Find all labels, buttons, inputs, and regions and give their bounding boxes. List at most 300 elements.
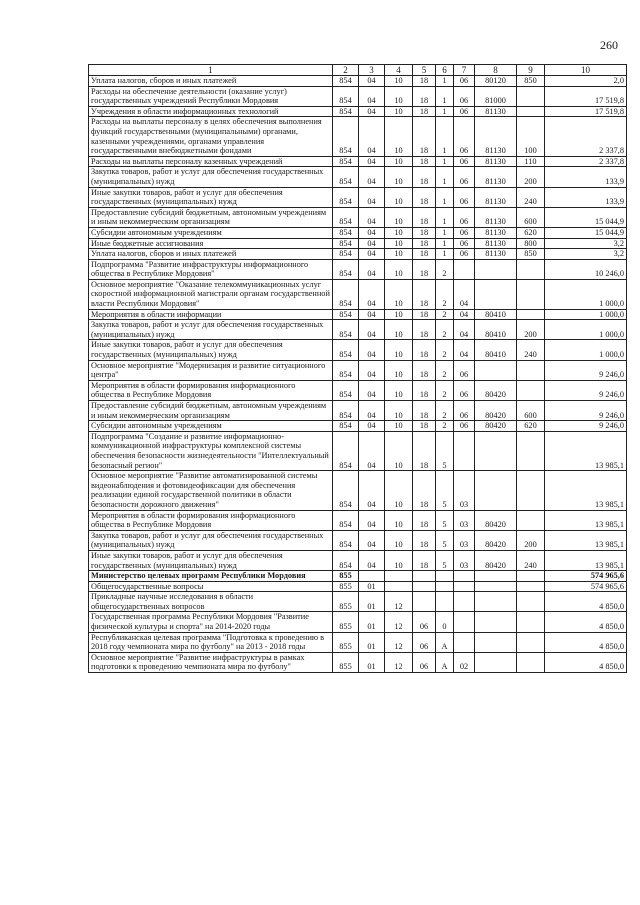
code-ministry: 854 <box>333 510 359 530</box>
code-program: 18 <box>413 340 436 360</box>
code-subsection: 10 <box>385 431 413 470</box>
table-row <box>89 530 627 550</box>
code-subprogram: 1 <box>436 227 454 238</box>
code-expense-type <box>517 632 545 652</box>
code-activity: 06 <box>454 187 475 207</box>
code-activity: 03 <box>454 510 475 530</box>
code-program: 06 <box>413 612 436 632</box>
code-activity: 06 <box>454 360 475 380</box>
code-ministry: 854 <box>333 340 359 360</box>
table-row <box>89 510 627 530</box>
code-ministry: 854 <box>333 401 359 421</box>
table-row <box>89 571 627 582</box>
code-expense-type <box>517 380 545 400</box>
code-expense-type: 110 <box>517 156 545 167</box>
code-ministry: 854 <box>333 530 359 550</box>
row-name: Предоставление субсидий бюджетным, автономным учреждениям и иным некоммерческим организациям <box>89 207 333 227</box>
code-direction <box>475 592 517 612</box>
code-ministry: 855 <box>333 592 359 612</box>
row-name: Иные закупки товаров, работ и услуг для обеспечения государственных (муниципальных) нужд <box>89 340 333 360</box>
code-section: 04 <box>359 238 385 249</box>
code-section <box>359 571 385 582</box>
table-row <box>89 238 627 249</box>
code-direction <box>475 431 517 470</box>
table-row <box>89 581 627 592</box>
table-row <box>89 249 627 260</box>
code-direction: 81130 <box>475 156 517 167</box>
table-body <box>89 76 627 673</box>
code-program <box>413 581 436 592</box>
amount: 13 985,1 <box>545 510 627 530</box>
code-subprogram: 5 <box>436 510 454 530</box>
code-activity: 04 <box>454 279 475 309</box>
code-section: 04 <box>359 156 385 167</box>
code-direction <box>475 279 517 309</box>
code-activity: 06 <box>454 227 475 238</box>
code-subsection: 10 <box>385 380 413 400</box>
code-expense-type: 240 <box>517 550 545 570</box>
code-activity: 06 <box>454 401 475 421</box>
code-subsection: 10 <box>385 279 413 309</box>
code-subsection: 12 <box>385 632 413 652</box>
code-ministry: 854 <box>333 187 359 207</box>
row-name: Субсидии автономным учреждениям <box>89 421 333 432</box>
code-program: 18 <box>413 360 436 380</box>
code-section: 04 <box>359 320 385 340</box>
code-activity: 06 <box>454 117 475 156</box>
table-row <box>89 421 627 432</box>
amount: 13 985,1 <box>545 431 627 470</box>
table-row <box>89 106 627 117</box>
code-expense-type: 620 <box>517 227 545 238</box>
code-activity: 04 <box>454 340 475 360</box>
code-expense-type: 850 <box>517 249 545 260</box>
code-section: 04 <box>359 431 385 470</box>
code-ministry: 855 <box>333 652 359 672</box>
code-ministry: 854 <box>333 238 359 249</box>
code-expense-type: 200 <box>517 530 545 550</box>
row-name: Иные закупки товаров, работ и услуг для обеспечения государственных (муниципальных) нужд <box>89 187 333 207</box>
amount: 2 337,8 <box>545 156 627 167</box>
table-row <box>89 86 627 106</box>
table-row <box>89 187 627 207</box>
row-name: Уплата налогов, сборов и иных платежей <box>89 76 333 87</box>
code-subsection: 10 <box>385 238 413 249</box>
code-section: 04 <box>359 279 385 309</box>
code-expense-type: 240 <box>517 187 545 207</box>
code-ministry: 855 <box>333 612 359 632</box>
table-row <box>89 401 627 421</box>
code-direction: 80410 <box>475 309 517 320</box>
code-subsection: 10 <box>385 259 413 279</box>
row-name: Мероприятия в области формирования информационного общества в Республике Мордовия <box>89 510 333 530</box>
row-name: Мероприятия в области формирования информационного общества в Республике Мордовия <box>89 380 333 400</box>
amount: 133,9 <box>545 167 627 187</box>
code-subprogram: 2 <box>436 309 454 320</box>
code-activity: 03 <box>454 530 475 550</box>
code-subprogram: 2 <box>436 360 454 380</box>
code-subsection: 10 <box>385 309 413 320</box>
code-direction: 80420 <box>475 550 517 570</box>
code-ministry: 854 <box>333 207 359 227</box>
table-row <box>89 167 627 187</box>
code-section: 04 <box>359 309 385 320</box>
code-subsection: 10 <box>385 227 413 238</box>
code-expense-type: 620 <box>517 421 545 432</box>
amount: 17 519,8 <box>545 106 627 117</box>
code-subsection: 10 <box>385 86 413 106</box>
code-section: 04 <box>359 421 385 432</box>
code-program: 18 <box>413 238 436 249</box>
row-name: Основное мероприятие "Развитие инфраструктуры в рамках подготовки к проведению чемпионата мира по футболу" <box>89 652 333 672</box>
code-direction <box>475 360 517 380</box>
code-expense-type <box>517 471 545 510</box>
code-direction: 80420 <box>475 510 517 530</box>
code-expense-type <box>517 86 545 106</box>
code-subsection: 10 <box>385 340 413 360</box>
header-row <box>89 65 627 76</box>
code-subsection: 10 <box>385 156 413 167</box>
code-subprogram: 2 <box>436 320 454 340</box>
code-ministry: 854 <box>333 550 359 570</box>
code-direction: 81000 <box>475 86 517 106</box>
row-name: Субсидии автономным учреждениям <box>89 227 333 238</box>
row-name: Закупка товаров, работ и услуг для обеспечения государственных (муниципальных) нужд <box>89 167 333 187</box>
code-subprogram: 5 <box>436 471 454 510</box>
code-ministry: 854 <box>333 431 359 470</box>
code-section: 04 <box>359 76 385 87</box>
code-expense-type <box>517 259 545 279</box>
code-activity: 06 <box>454 76 475 87</box>
code-section: 04 <box>359 227 385 238</box>
code-expense-type <box>517 106 545 117</box>
column-header: 7 <box>454 65 475 76</box>
code-program: 18 <box>413 380 436 400</box>
budget-table <box>88 64 627 673</box>
code-activity: 06 <box>454 156 475 167</box>
code-ministry: 854 <box>333 471 359 510</box>
code-activity <box>454 259 475 279</box>
code-expense-type <box>517 360 545 380</box>
table-row <box>89 380 627 400</box>
code-activity: 06 <box>454 380 475 400</box>
amount: 10 246,0 <box>545 259 627 279</box>
code-direction: 81130 <box>475 187 517 207</box>
code-section: 01 <box>359 581 385 592</box>
code-subprogram: 0 <box>436 612 454 632</box>
code-section: 04 <box>359 380 385 400</box>
code-direction: 81130 <box>475 249 517 260</box>
code-section: 04 <box>359 117 385 156</box>
code-ministry: 854 <box>333 309 359 320</box>
amount: 1 000,0 <box>545 279 627 309</box>
code-program: 06 <box>413 632 436 652</box>
code-ministry: 855 <box>333 571 359 582</box>
amount: 9 246,0 <box>545 380 627 400</box>
code-expense-type <box>517 571 545 582</box>
code-program: 18 <box>413 510 436 530</box>
code-activity: 06 <box>454 421 475 432</box>
code-program: 18 <box>413 550 436 570</box>
row-name: Предоставление субсидий бюджетным, автономным учреждениям и иным некоммерческим организациям <box>89 401 333 421</box>
code-section: 01 <box>359 632 385 652</box>
code-activity: 04 <box>454 309 475 320</box>
code-subprogram: 2 <box>436 421 454 432</box>
amount: 133,9 <box>545 187 627 207</box>
table-row <box>89 227 627 238</box>
code-program: 18 <box>413 259 436 279</box>
code-subsection: 12 <box>385 652 413 672</box>
code-subprogram: 5 <box>436 550 454 570</box>
code-ministry: 854 <box>333 167 359 187</box>
code-program <box>413 571 436 582</box>
code-program: 18 <box>413 279 436 309</box>
code-activity <box>454 571 475 582</box>
code-subsection: 10 <box>385 117 413 156</box>
table-row <box>89 320 627 340</box>
row-name: Учреждения в области информационных технологий <box>89 106 333 117</box>
code-program: 18 <box>413 401 436 421</box>
code-direction: 81130 <box>475 167 517 187</box>
code-ministry: 854 <box>333 106 359 117</box>
code-section: 04 <box>359 550 385 570</box>
code-ministry: 854 <box>333 360 359 380</box>
code-program: 18 <box>413 309 436 320</box>
code-direction: 80420 <box>475 530 517 550</box>
row-name: Министерство целевых программ Республики Мордовия <box>89 571 333 582</box>
code-expense-type: 600 <box>517 401 545 421</box>
column-header: 9 <box>517 65 545 76</box>
table-row <box>89 207 627 227</box>
code-program: 18 <box>413 106 436 117</box>
code-direction: 80420 <box>475 401 517 421</box>
amount: 15 044,9 <box>545 207 627 227</box>
row-name: Закупка товаров, работ и услуг для обеспечения государственных (муниципальных) нужд <box>89 530 333 550</box>
code-subsection <box>385 581 413 592</box>
code-section: 04 <box>359 471 385 510</box>
table-row <box>89 259 627 279</box>
code-direction: 81130 <box>475 106 517 117</box>
code-ministry: 854 <box>333 156 359 167</box>
code-expense-type <box>517 652 545 672</box>
code-program: 18 <box>413 471 436 510</box>
code-expense-type <box>517 592 545 612</box>
code-subsection: 10 <box>385 550 413 570</box>
code-subprogram: 1 <box>436 86 454 106</box>
amount: 9 246,0 <box>545 421 627 432</box>
table-row <box>89 360 627 380</box>
amount: 3,2 <box>545 249 627 260</box>
table-row <box>89 550 627 570</box>
code-activity <box>454 592 475 612</box>
code-expense-type: 600 <box>517 207 545 227</box>
code-subsection: 10 <box>385 510 413 530</box>
code-subprogram: А <box>436 652 454 672</box>
code-subprogram: 1 <box>436 207 454 227</box>
column-header: 6 <box>436 65 454 76</box>
amount: 2,0 <box>545 76 627 87</box>
amount: 9 246,0 <box>545 360 627 380</box>
row-name: Основное мероприятие "Развитие автоматизированной системы видеонаблюдения и фотовидеофиксации для обеспечения реализации единой государственной политики в области безопасности дорожного движения" <box>89 471 333 510</box>
code-subsection: 10 <box>385 530 413 550</box>
code-expense-type: 200 <box>517 167 545 187</box>
code-subprogram <box>436 592 454 612</box>
code-section: 01 <box>359 652 385 672</box>
code-activity: 03 <box>454 550 475 570</box>
table-row <box>89 279 627 309</box>
table-row <box>89 309 627 320</box>
amount: 4 850,0 <box>545 612 627 632</box>
column-header: 5 <box>413 65 436 76</box>
code-activity <box>454 431 475 470</box>
code-expense-type <box>517 279 545 309</box>
code-ministry: 854 <box>333 227 359 238</box>
code-subprogram: 2 <box>436 279 454 309</box>
amount: 1 000,0 <box>545 340 627 360</box>
code-ministry: 855 <box>333 632 359 652</box>
row-name: Общегосударственные вопросы <box>89 581 333 592</box>
code-subprogram: 5 <box>436 431 454 470</box>
code-subsection <box>385 571 413 582</box>
row-name: Расходы на выплаты персоналу в целях обеспечения выполнения функций государственными (муниципальными) органами, казенными учреждениями, органами управления государственными внебюджетными фондами <box>89 117 333 156</box>
code-direction: 81130 <box>475 117 517 156</box>
code-subprogram: 2 <box>436 259 454 279</box>
column-header: 3 <box>359 65 385 76</box>
row-name: Прикладные научные исследования в области общегосударственных вопросов <box>89 592 333 612</box>
code-ministry: 854 <box>333 320 359 340</box>
row-name: Основное мероприятие "Оказание телекоммуникационных услуг скоростной информационной магистрали органам государственной власти Республики Мордовия" <box>89 279 333 309</box>
code-expense-type <box>517 612 545 632</box>
code-program: 18 <box>413 227 436 238</box>
code-direction: 80420 <box>475 421 517 432</box>
code-subprogram: 2 <box>436 340 454 360</box>
amount: 2 337,8 <box>545 117 627 156</box>
code-activity: 06 <box>454 207 475 227</box>
amount: 4 850,0 <box>545 632 627 652</box>
code-section: 04 <box>359 401 385 421</box>
code-program <box>413 592 436 612</box>
table-row <box>89 117 627 156</box>
code-subprogram: 1 <box>436 249 454 260</box>
code-activity: 06 <box>454 167 475 187</box>
code-subsection: 10 <box>385 401 413 421</box>
code-subprogram <box>436 581 454 592</box>
row-name: Уплата налогов, сборов и иных платежей <box>89 249 333 260</box>
code-section: 04 <box>359 360 385 380</box>
code-ministry: 854 <box>333 279 359 309</box>
code-activity: 06 <box>454 249 475 260</box>
code-program: 18 <box>413 117 436 156</box>
code-subsection: 10 <box>385 421 413 432</box>
code-activity: 06 <box>454 238 475 249</box>
row-name: Государственная программа Республики Мордовия "Развитие физической культуры и спорта" на 2014-2020 годы <box>89 612 333 632</box>
code-activity: 04 <box>454 320 475 340</box>
code-subprogram: 1 <box>436 156 454 167</box>
code-ministry: 854 <box>333 76 359 87</box>
code-direction <box>475 612 517 632</box>
row-name: Расходы на выплаты персоналу казенных учреждений <box>89 156 333 167</box>
code-program: 18 <box>413 249 436 260</box>
code-program: 18 <box>413 421 436 432</box>
code-subprogram: 5 <box>436 530 454 550</box>
code-program: 18 <box>413 86 436 106</box>
code-section: 04 <box>359 86 385 106</box>
table-row <box>89 76 627 87</box>
code-direction <box>475 471 517 510</box>
column-header: 2 <box>333 65 359 76</box>
table-row <box>89 156 627 167</box>
code-subsection: 10 <box>385 106 413 117</box>
amount: 574 965,6 <box>545 571 627 582</box>
code-program: 06 <box>413 652 436 672</box>
amount: 574 965,6 <box>545 581 627 592</box>
table-row <box>89 471 627 510</box>
row-name: Иные бюджетные ассигнования <box>89 238 333 249</box>
code-ministry: 854 <box>333 380 359 400</box>
code-subsection: 10 <box>385 249 413 260</box>
row-name: Иные закупки товаров, работ и услуг для обеспечения государственных (муниципальных) нужд <box>89 550 333 570</box>
table-row <box>89 632 627 652</box>
amount: 1 000,0 <box>545 309 627 320</box>
code-subsection: 10 <box>385 360 413 380</box>
amount: 13 985,1 <box>545 471 627 510</box>
code-subprogram: А <box>436 632 454 652</box>
code-direction: 81130 <box>475 207 517 227</box>
row-name: Расходы на обеспечение деятельности (оказание услуг) государственных учреждений Республики Мордовия <box>89 86 333 106</box>
code-expense-type <box>517 581 545 592</box>
code-subsection: 10 <box>385 76 413 87</box>
column-header: 4 <box>385 65 413 76</box>
table-row <box>89 340 627 360</box>
amount: 1 000,0 <box>545 320 627 340</box>
code-ministry: 854 <box>333 259 359 279</box>
code-activity <box>454 632 475 652</box>
code-program: 18 <box>413 207 436 227</box>
code-direction <box>475 259 517 279</box>
code-direction: 80410 <box>475 340 517 360</box>
code-section: 04 <box>359 207 385 227</box>
code-subsection: 10 <box>385 167 413 187</box>
table-row <box>89 612 627 632</box>
code-subprogram: 1 <box>436 167 454 187</box>
code-subsection: 12 <box>385 592 413 612</box>
row-name: Подпрограмма "Создание и развитие информационно-коммуникационной инфраструктуры комплексной системы обеспечения безопасности жизнедеятельности "Интеллектуальный безопасный регион" <box>89 431 333 470</box>
code-subprogram: 1 <box>436 117 454 156</box>
code-expense-type: 200 <box>517 320 545 340</box>
code-ministry: 854 <box>333 86 359 106</box>
code-activity: 02 <box>454 652 475 672</box>
code-expense-type <box>517 309 545 320</box>
amount: 3,2 <box>545 238 627 249</box>
code-program: 18 <box>413 320 436 340</box>
amount: 13 985,1 <box>545 550 627 570</box>
code-program: 18 <box>413 530 436 550</box>
table-row <box>89 592 627 612</box>
code-expense-type: 800 <box>517 238 545 249</box>
table-row <box>89 431 627 470</box>
code-activity: 03 <box>454 471 475 510</box>
code-subprogram: 1 <box>436 106 454 117</box>
code-program: 18 <box>413 187 436 207</box>
code-subsection: 10 <box>385 207 413 227</box>
code-direction: 80410 <box>475 320 517 340</box>
code-section: 04 <box>359 167 385 187</box>
code-direction <box>475 652 517 672</box>
column-header: 10 <box>545 65 627 76</box>
code-subprogram <box>436 571 454 582</box>
code-ministry: 854 <box>333 421 359 432</box>
code-direction: 80420 <box>475 380 517 400</box>
